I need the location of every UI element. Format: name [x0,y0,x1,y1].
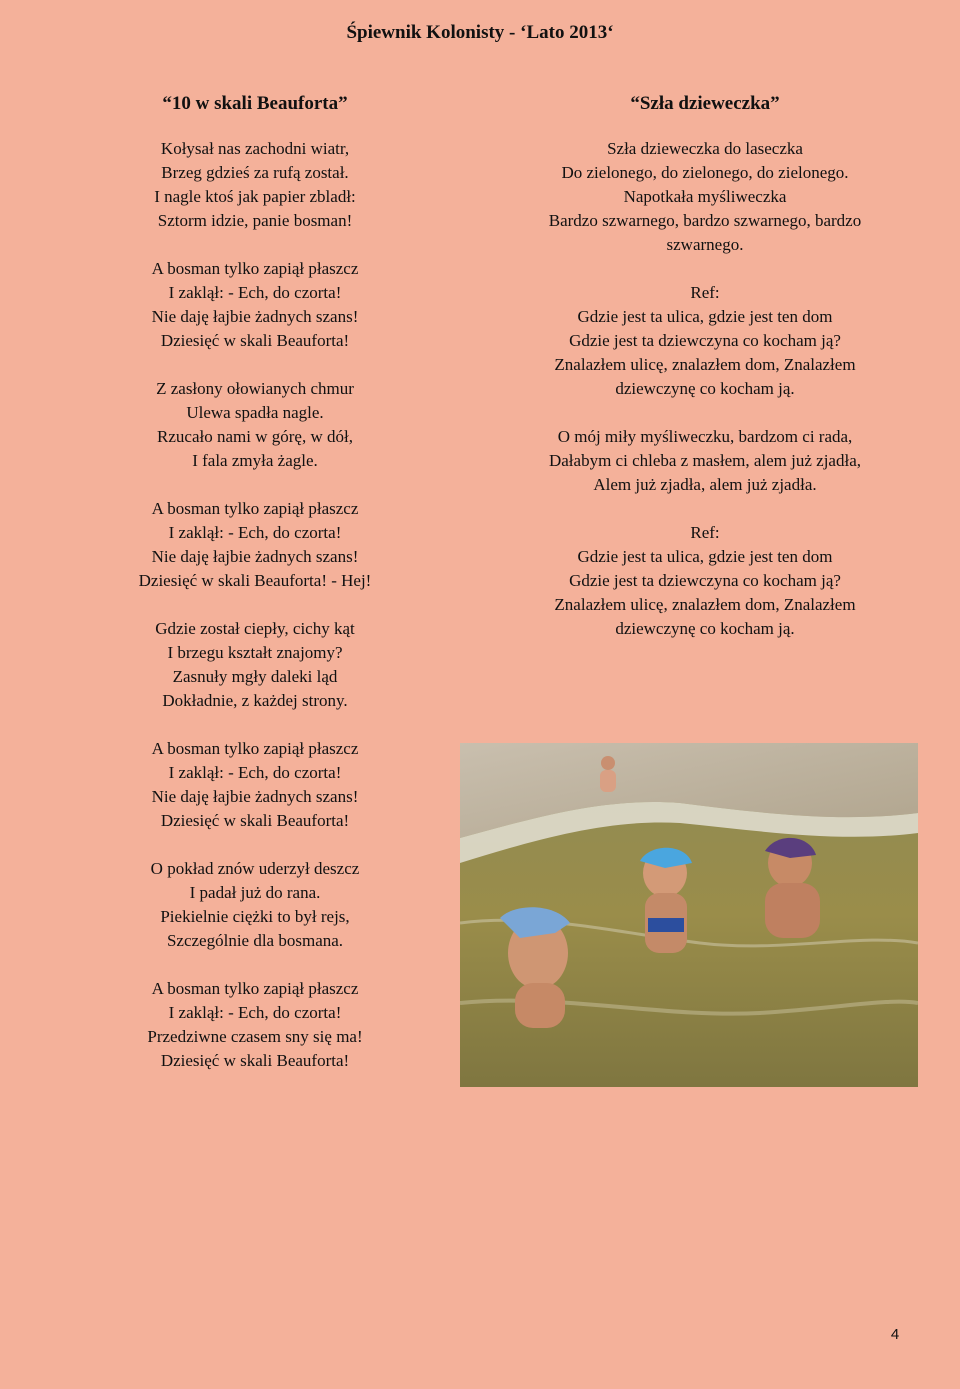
stanza-1 [495,137,915,257]
lyric-line: Bardzo szwarnego, bardzo szwarnego, bardzo [548,211,862,230]
lyric-line: Zasnuły mgły daleki ląd [172,667,338,686]
song-title: “10 w skali Beauforta” [162,93,348,114]
lyric-line: I zaklął: - Ech, do czorta! [168,763,342,782]
lyric-line: A bosman tylko zapiął płaszcz [151,979,359,998]
lyric-line: Nie daję łajbie żadnych szans! [151,307,359,326]
lyric-line: Brzeg gdzieś za rufą został. [161,163,349,182]
stanza-1 [60,137,450,233]
stanza-5 [60,617,450,713]
lyric-line: Z zasłony ołowianych chmur [156,379,354,398]
lyric-line: Dokładnie, z każdej strony. [162,691,348,710]
refrain-2 [495,521,915,641]
lyric-line: Napotkała myśliweczka [623,187,787,206]
lyric-line: Rzucało nami w górę, w dół, [157,427,353,446]
lyric-line: Przedziwne czasem sny się ma! [147,1027,363,1046]
refrain-label: Ref: [690,523,720,542]
lyric-line: I brzegu kształt znajomy? [167,643,343,662]
stanza-7 [60,857,450,953]
lyric-line: Szczególnie dla bosmana. [166,931,344,950]
lyric-line: A bosman tylko zapiął płaszcz [151,739,359,758]
stanza-6 [60,737,450,833]
lyric-line: szwarnego. [666,235,744,254]
lyric-line: Gdzie jest ta dziewczyna co kocham ją? [569,571,841,590]
stanza-3 [60,377,450,473]
page-header: Śpiewnik Kolonisty - ‘Lato 2013‘ [346,22,614,43]
lyric-line: I zaklął: - Ech, do czorta! [168,523,342,542]
lyric-line: Gdzie jest ta ulica, gdzie jest ten dom [577,547,833,566]
lyric-line: Gdzie jest ta ulica, gdzie jest ten dom [577,307,833,326]
lyric-line: Dziesięć w skali Beauforta! [160,331,350,350]
lyric-line: Nie daję łajbie żadnych szans! [151,787,359,806]
lyric-line: Gdzie jest ta dziewczyna co kocham ją? [569,331,841,350]
refrain-1 [495,281,915,401]
lyric-line: Do zielonego, do zielonego, do zielonego. [561,163,849,182]
lyric-line: I zaklął: - Ech, do czorta! [168,1003,342,1022]
stanza-2 [495,425,915,497]
lyric-line: Ulewa spadła nagle. [186,403,324,422]
lyric-line: dziewczynę co kocham ją. [615,379,795,398]
lyric-line: I nagle ktoś jak papier zbladł: [154,187,356,206]
lyric-line: Kołysał nas zachodni wiatr, [160,139,350,158]
lyric-line: Gdzie został ciepły, cichy kąt [155,619,355,638]
lyric-line: Nie daję łajbie żadnych szans! [151,547,359,566]
lyric-line: I fala zmyła żagle. [192,451,318,470]
refrain-label: Ref: [690,283,720,302]
lyric-line: Dziesięć w skali Beauforta! - Hej! [138,571,372,590]
lyric-line: O mój miły myśliweczku, bardzom ci rada, [557,427,853,446]
lyric-line: Szła dzieweczka do laseczka [607,139,803,158]
lyric-line: dziewczynę co kocham ją. [615,619,795,638]
lyric-line: Znalazłem ulicę, znalazłem dom, Znalazłem [554,355,856,374]
song-szla-dzieweczka [495,92,915,665]
stanza-2 [60,257,450,353]
lyric-line: I zaklął: - Ech, do czorta! [168,283,342,302]
lyric-line: Dziesięć w skali Beauforta! [160,1051,350,1070]
beach-photo [460,743,918,1087]
lyric-line: Dziesięć w skali Beauforta! [160,811,350,830]
lyric-line: Dałabym ci chleba z masłem, alem już zjadła, [548,451,861,470]
lyric-line: O pokład znów uderzył deszcz [150,859,360,878]
lyric-line: Alem już zjadła, alem już zjadła. [593,475,817,494]
stanza-8 [60,977,450,1073]
lyric-line: Piekielnie ciężki to był rejs, [160,907,350,926]
page-number: 4 [890,1326,900,1343]
lyric-line: A bosman tylko zapiął płaszcz [151,259,359,278]
stanza-4 [60,497,450,593]
lyric-line: I padał już do rana. [189,883,321,902]
lyric-line: Znalazłem ulicę, znalazłem dom, Znalazłem [554,595,856,614]
lyric-line: A bosman tylko zapiął płaszcz [151,499,359,518]
song-title: “Szła dzieweczka” [630,93,780,114]
lyric-line: Sztorm idzie, panie bosman! [157,211,353,230]
song-beaufort [60,92,450,1097]
